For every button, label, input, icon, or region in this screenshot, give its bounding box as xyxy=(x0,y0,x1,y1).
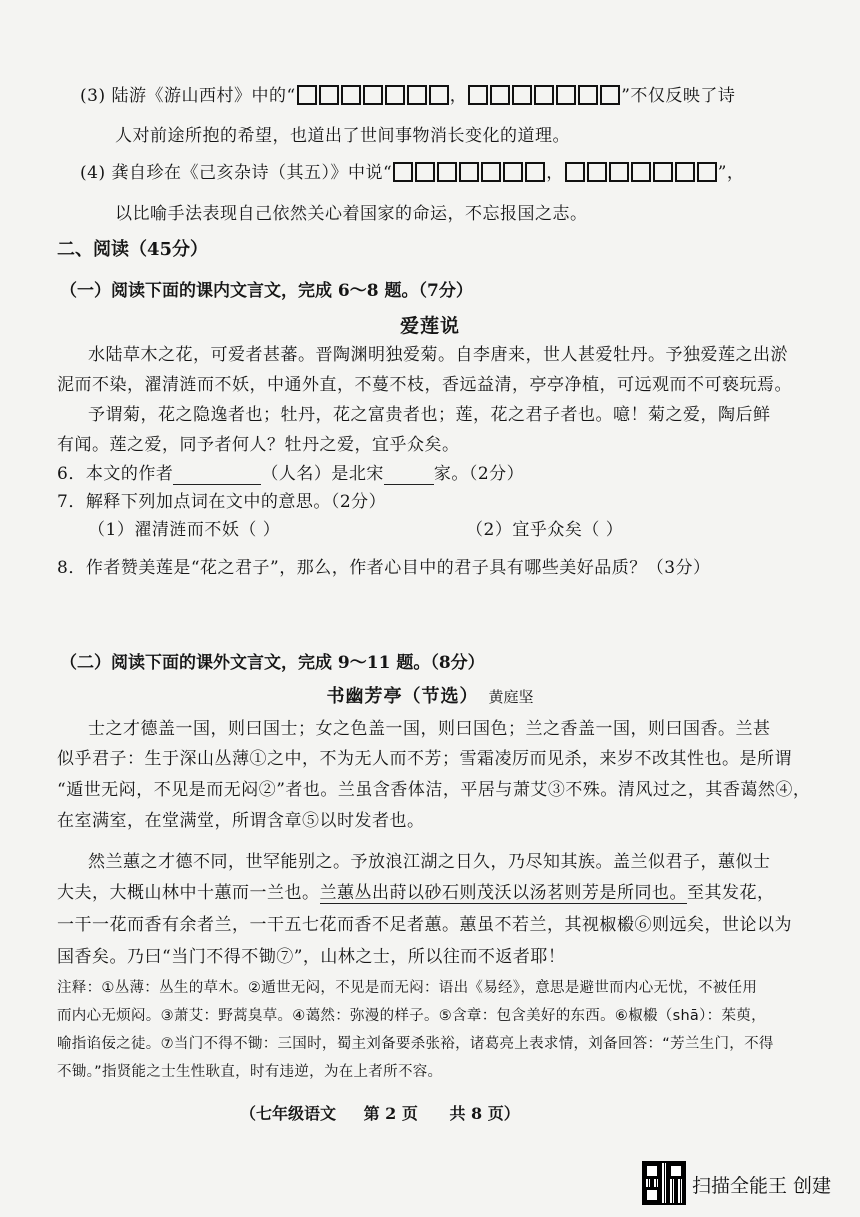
note-line: 喻指谄佞之徒。⑦当门不得不锄：三国时，蜀主刘备要杀张裕，诸葛亮上表求情，刘备回答：“芳兰生门，不得 xyxy=(57,1036,774,1052)
part-2-para2-line: 然兰蕙之才德不同，世罕能别之。予放浪江湖之日久，乃尽知其族。盖兰似君子，蕙似士 xyxy=(88,852,771,872)
part-1-text-line: 水陆草木之花，可爱者甚蕃。晋陶渊明独爱菊。自李唐来，世人甚爱牡丹。予独爱莲之出淤 xyxy=(88,345,788,365)
part-1-text-line: 予谓菊，花之隐逸者也；牡丹，花之富贵者也；莲，花之君子者也。噫！菊之爱，陶后鲜 xyxy=(88,405,771,425)
part-2-text-line: “遁世无闷，不见是而无闷②”者也。兰虽含香体洁，平居与萧艾③不殊。清风过之，其香蔼然④， xyxy=(57,780,811,800)
q6-text-b: （人名）是北宋 xyxy=(261,464,384,484)
part-2-heading: （二）阅读下面的课外文言文，完成 9～11 题。（8分） xyxy=(60,653,485,673)
note-line: 而内心无烦闷。③萧艾：野蒿臭草。④蔼然：弥漫的样子。⑤含章：包含美好的东西。⑥椒榝（shā）：茱萸， xyxy=(57,1008,766,1024)
question-8: 8．作者赞美莲是“花之君子”，那么，作者心目中的君子具有哪些美好品质？（3分） xyxy=(57,558,711,578)
question-7-stem: 7．解释下列加点词在文中的意思。（2分） xyxy=(57,492,387,512)
part-1-heading: （一）阅读下面的课内文言文，完成 6～8 题。（7分） xyxy=(60,281,473,301)
part-2-para2-plain: 大夫，大概山林中十蕙而一兰也。 xyxy=(57,883,320,903)
part-2-para2-line: 国香矣。乃曰“当门不得不锄⑦”，山林之士，所以往而不返者耶！ xyxy=(57,947,566,967)
question-6 xyxy=(57,459,524,485)
scanner-watermark: 扫描全能王 创建 xyxy=(692,1175,832,1197)
q3-comma: ， xyxy=(449,86,468,106)
q3-suffix: ”不仅反映了诗 xyxy=(621,86,736,106)
q3-line2: 人对前途所抱的希望，也道出了世间事物消长变化的道理。 xyxy=(115,126,570,146)
part-2-text-line: 似乎君子：生于深山丛薄①之中，不为无人而不芳；雪霜凌厉而见杀，来岁不改其性也。是所谓 xyxy=(57,749,792,769)
q4-answer-boxes-1[interactable] xyxy=(392,162,546,183)
q6-text-c: 家。（2分） xyxy=(433,464,525,484)
q6-author-blank[interactable] xyxy=(173,464,261,485)
question-4 xyxy=(80,158,744,183)
q6-text-a: 6．本文的作者 xyxy=(57,464,174,484)
q4-prefix: (4) 龚自珍在《己亥杂诗（其五）》中说“ xyxy=(80,163,393,183)
section-2-heading: 二、阅读（45分） xyxy=(57,239,209,260)
footer-page-number: 第 2 页 xyxy=(363,1104,418,1123)
page-footer xyxy=(240,1101,520,1124)
part-2-text-line: 士之才德盖一国，则曰国士；女之色盖一国，则曰国色；兰之香盖一国，则曰国香。兰甚 xyxy=(88,719,771,739)
question-7-item-2[interactable]: （2）宜乎众矣（ ） xyxy=(466,520,624,540)
part-2-author: 黄庭坚 xyxy=(488,688,534,706)
qr-code-icon xyxy=(644,1163,684,1203)
q3-prefix: (3) 陆游《游山西村》中的“ xyxy=(80,86,296,106)
q4-suffix: ”， xyxy=(717,163,745,183)
underlined-sentence: 兰蕙丛出莳以砂石则茂沃以汤茗则芳是所同也。 xyxy=(319,883,687,903)
q3-answer-boxes-1[interactable] xyxy=(296,85,450,106)
q4-comma: ， xyxy=(546,163,564,183)
q4-line2: 以比喻手法表现自己依然关心着国家的命运，不忘报国之志。 xyxy=(115,204,588,224)
footer-subject: （七年级语文 xyxy=(240,1104,337,1123)
part-2-title-row xyxy=(0,682,860,708)
part-1-title: 爱莲说 xyxy=(399,315,460,337)
q4-answer-boxes-2[interactable] xyxy=(564,162,718,183)
part-1-text-line: 泥而不染，濯清涟而不妖，中通外直，不蔓不枝，香远益清，亭亭净植，可远观而不可亵玩焉。 xyxy=(57,375,792,395)
part-1-text-line: 有闻。莲之爱，同予者何人？牡丹之爱，宜乎众矣。 xyxy=(57,435,460,455)
note-line: 注释：①丛薄：丛生的草木。②遁世无闷，不见是而无闷：语出《易经》，意思是避世而内心无忧，不被任用 xyxy=(57,980,758,996)
part-2-para2-line xyxy=(57,878,775,903)
part-2-text-line: 在室满室，在堂满堂，所谓含章⑤以时发者也。 xyxy=(57,811,425,831)
q6-role-blank[interactable] xyxy=(384,464,434,485)
note-line: 不锄。”指贤能之士生性耿直，时有违逆，为在上者所不容。 xyxy=(57,1064,443,1080)
question-3 xyxy=(80,81,735,106)
part-2-title: 书幽芳亭（节选） xyxy=(326,686,479,707)
part-2-para2-tail: 至其发花， xyxy=(687,883,775,903)
part-2-para2-line: 一干一花而香有余者兰，一干五七花而香不足者蕙。蕙虽不若兰，其视椒榝⑥则远矣，世论以为 xyxy=(57,915,792,935)
footer-total-pages: 共 8 页） xyxy=(449,1104,520,1123)
question-7-item-1[interactable]: （1）濯清涟而不妖（ ） xyxy=(88,520,281,540)
q3-answer-boxes-2[interactable] xyxy=(467,85,621,106)
